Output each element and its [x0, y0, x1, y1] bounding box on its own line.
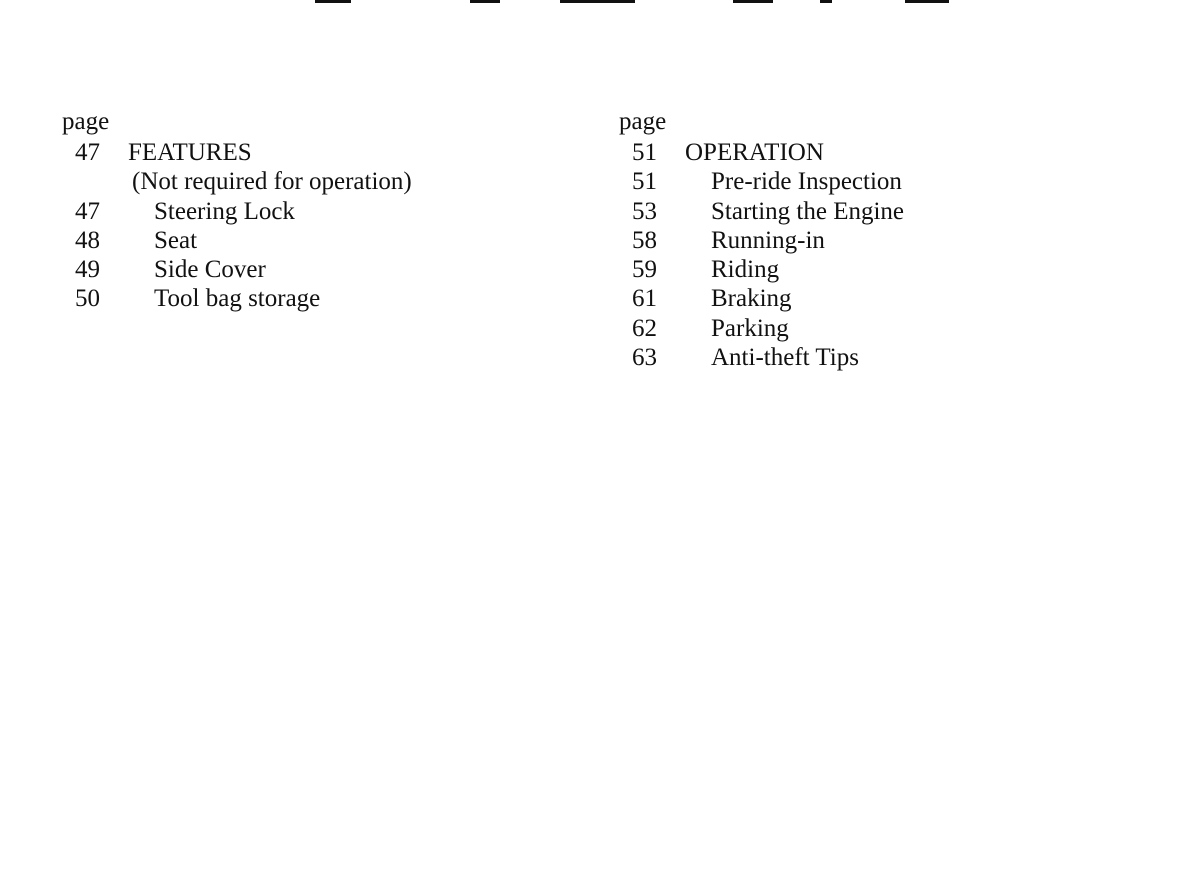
page-number: 62 [632, 314, 657, 342]
entry-title: Riding [711, 256, 780, 284]
contents-column-operation [619, 108, 1139, 372]
section-note-row [62, 167, 582, 196]
contents-entry [619, 255, 1139, 284]
contents-column-features [62, 108, 582, 314]
contents-entry [62, 226, 582, 255]
section-title: OPERATION [685, 139, 824, 166]
contents-entry [619, 226, 1139, 255]
page-number: 47 [75, 139, 100, 166]
rule-fragment [315, 0, 351, 3]
page-number: 50 [75, 285, 100, 313]
cropped-top-rule-fragments [0, 0, 1200, 6]
page-column-label: page [619, 108, 667, 135]
rule-fragment [820, 0, 832, 3]
entry-title: Pre-ride Inspection [711, 168, 902, 196]
contents-entry [62, 284, 582, 313]
page-number: 49 [75, 256, 100, 284]
section-heading-row [62, 138, 582, 167]
page-number: 53 [632, 197, 657, 225]
page-number: 63 [632, 344, 657, 372]
rule-fragment [905, 0, 949, 3]
page-number: 59 [632, 256, 657, 284]
entry-title: Side Cover [154, 256, 266, 284]
section-note: (Not required for operation) [132, 168, 412, 196]
page-number: 47 [75, 197, 100, 225]
contents-entry [619, 343, 1139, 372]
entry-title: Anti-theft Tips [711, 344, 859, 372]
rule-fragment [560, 0, 635, 3]
entry-title: Braking [711, 285, 792, 313]
entry-title: Seat [154, 226, 198, 254]
page-number: 48 [75, 226, 100, 254]
page-number: 58 [632, 226, 657, 254]
contents-entry [619, 197, 1139, 226]
entry-title: Starting the Engine [711, 197, 905, 225]
page-number: 51 [632, 168, 657, 196]
entry-title: Parking [711, 314, 789, 342]
contents-entry [62, 255, 582, 284]
page-column-label: page [62, 108, 110, 135]
contents-entry [619, 284, 1139, 313]
rule-fragment [733, 0, 773, 3]
entry-title: Steering Lock [154, 197, 295, 225]
contents-entry [619, 314, 1139, 343]
entry-title: Running-in [711, 226, 825, 254]
entry-title: Tool bag storage [154, 285, 321, 313]
contents-entry [619, 167, 1139, 196]
section-title: FEATURES [128, 139, 252, 166]
contents-entry [62, 197, 582, 226]
rule-fragment [470, 0, 500, 3]
section-heading-row [619, 138, 1139, 167]
page-number: 61 [632, 285, 657, 313]
page-number: 51 [632, 139, 657, 166]
